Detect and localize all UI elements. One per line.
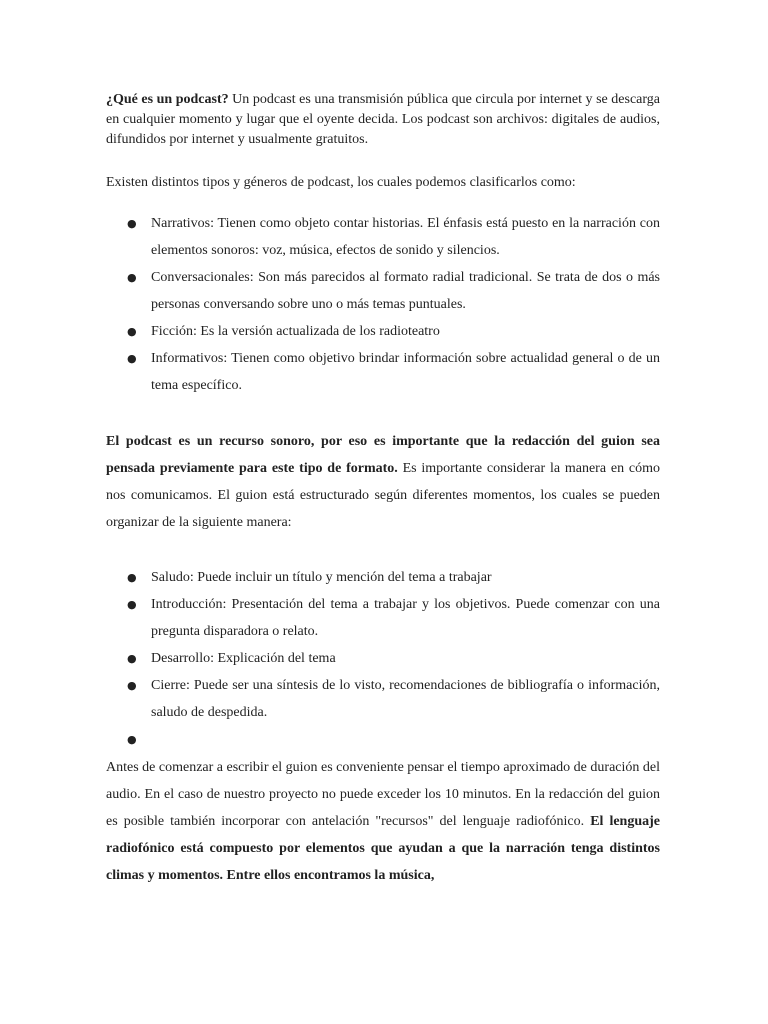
list-item: ● Narrativos: Tienen como objeto contar historias. El énfasis está puesto en la narración con elementos sonoros: voz, música, efectos de sonido y silencios. bbox=[106, 210, 660, 264]
bullet-icon: ● bbox=[127, 352, 137, 365]
types-intro: Existen distintos tipos y géneros de podcast, los cuales podemos clasificarlos como: bbox=[106, 175, 576, 190]
list-item: ● Ficción: Es la versión actualizada de los radioteatro bbox=[106, 318, 660, 345]
intro-paragraph bbox=[106, 90, 660, 150]
list-item: ● Desarrollo: Explicación del tema bbox=[106, 645, 660, 672]
bullet-icon: ● bbox=[127, 679, 137, 692]
podcast-types-list bbox=[106, 210, 660, 399]
bullet-icon: ● bbox=[127, 733, 137, 746]
bullet-icon: ● bbox=[127, 271, 137, 284]
bullet-icon: ● bbox=[127, 598, 137, 611]
intro-text: Un podcast es una transmisión pública que circula por internet y se descarga en cualquier momento y lugar que el oyente decida. Los podcast son archivos: digitales de audios, difundidos por internet y usualmente gratuitos. bbox=[106, 92, 660, 147]
bullet-icon: ● bbox=[127, 217, 137, 230]
bullet-icon: ● bbox=[127, 652, 137, 665]
script-moments-list bbox=[106, 564, 660, 753]
closing-bold: El lenguaje radiofónico está compuesto por elementos que ayudan a que la narración tenga distintos climas y momentos. Entre ellos encontramos la música, bbox=[106, 814, 660, 883]
closing-paragraph bbox=[106, 754, 660, 889]
list-item: ● Saludo: Puede incluir un título y mención del tema a trabajar bbox=[106, 564, 660, 591]
list-item: ● Conversacionales: Son más parecidos al formato radial tradicional. Se trata de dos o más personas conversando sobre uno o más temas puntuales. bbox=[106, 264, 660, 318]
list-item-empty bbox=[106, 726, 660, 753]
script-paragraph bbox=[106, 428, 660, 536]
intro-question: ¿Qué es un podcast? bbox=[106, 92, 229, 107]
bullet-icon: ● bbox=[127, 325, 137, 338]
list-item: ● Introducción: Presentación del tema a trabajar y los objetivos. Puede comenzar con una pregunta disparadora o relato. bbox=[106, 591, 660, 645]
list-item: ● Cierre: Puede ser una síntesis de lo visto, recomendaciones de bibliografía o información, saludo de despedida. bbox=[106, 672, 660, 726]
bullet-icon: ● bbox=[127, 571, 137, 584]
closing-text: Antes de comenzar a escribir el guion es conveniente pensar el tiempo aproximado de duración del audio. En el caso de nuestro proyecto no puede exceder los 10 minutos. En la redacción del guion es posible también incorporar con antelación "recursos" del lenguaje radiofónico. bbox=[106, 760, 660, 829]
script-bold: El podcast es un recurso sonoro, por eso es importante que la redacción del guion sea pensada previamente para este tipo de formato. bbox=[106, 434, 660, 476]
list-item: ● Informativos: Tienen como objetivo brindar información sobre actualidad general o de un tema específico. bbox=[106, 345, 660, 399]
script-text: Es importante considerar la manera en cómo nos comunicamos. El guion está estructurado según diferentes momentos, los cuales se pueden organizar de la siguiente manera: bbox=[106, 461, 660, 530]
